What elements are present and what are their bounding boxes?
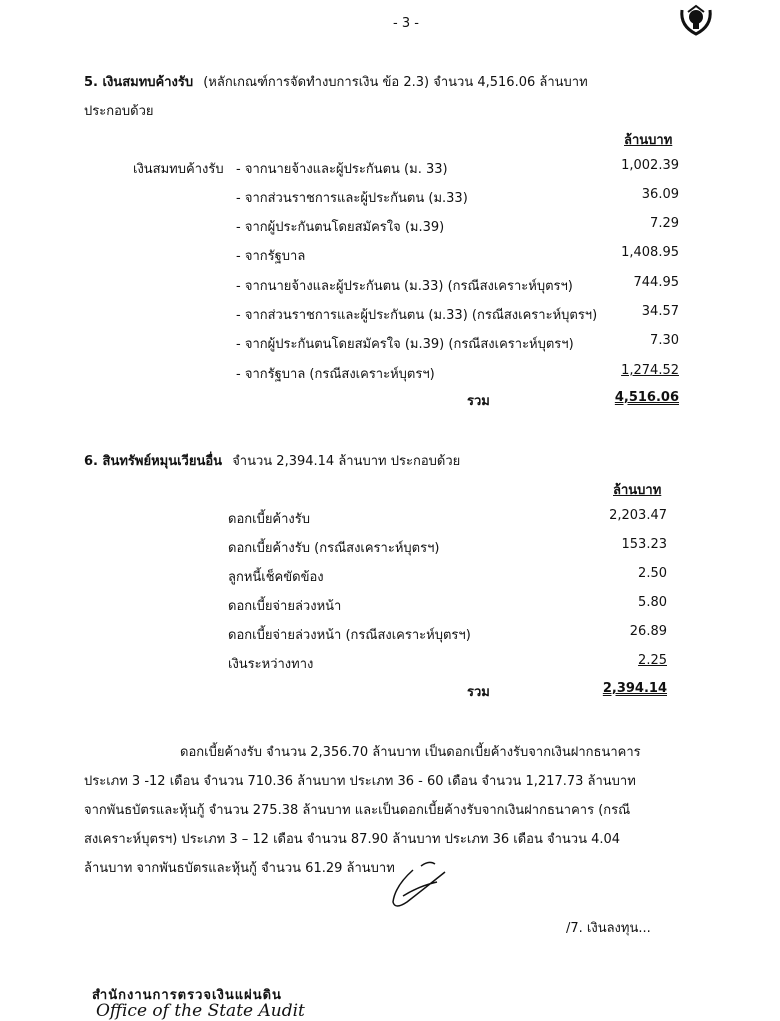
section5-total-label: รวม [467, 394, 490, 409]
footer-thai: สำนักงานการตรวจเงินแผ่นดิน [92, 988, 282, 1003]
garuda-seal-icon [676, 2, 716, 38]
section6-item-value: 26.89 [629, 624, 667, 639]
section5-item-value: 1,274.52 [621, 363, 679, 378]
section6-total-label: รวม [467, 685, 490, 700]
paragraph-line: จากพันธบัตรและหุ้นกู้ จำนวน 275.38 ล้านบาท และเป็นดอกเบี้ยค้างรับจากเงินฝากธนาคาร (กรณี [84, 803, 631, 818]
paragraph-line: ดอกเบี้ยค้างรับ จำนวน 2,356.70 ล้านบาท เป็นดอกเบี้ยค้างรับจากเงินฝากธนาคาร [180, 745, 641, 760]
section5-item-value: 744.95 [633, 275, 679, 290]
section5-item-value: 1,002.39 [621, 158, 679, 173]
section5-lead-label: เงินสมทบค้างรับ [133, 162, 224, 177]
section6-item-value: 2.50 [638, 566, 667, 581]
section5-item-value: 34.57 [641, 304, 679, 319]
section6-heading [84, 450, 460, 471]
signature-mark [385, 856, 455, 914]
section5-item-label: - จากผู้ประกันตนโดยสมัครใจ (ม.39) [236, 220, 445, 235]
section6-item-label: ลูกหนี้เช็คขัดข้อง [228, 570, 324, 585]
continuation-note: /7. เงินลงทุน... [566, 921, 651, 936]
section5-item-value: 7.30 [650, 333, 679, 348]
section6-total-value: 2,394.14 [602, 681, 667, 696]
section5-item-label: - จากรัฐบาล (กรณีสงเคราะห์บุตรฯ) [236, 367, 435, 382]
section5-item-label: - จากนายจ้างและผู้ประกันตน (ม.33) (กรณีสงเคราะห์บุตรฯ) [236, 279, 573, 294]
section5-item-value: 36.09 [641, 187, 679, 202]
section5-heading-rest: (หลักเกณฑ์การจัดทำงบการเงิน ข้อ 2.3) จำนวน 4,516.06 ล้านบาท [203, 75, 588, 90]
section6-heading-bold: 6. สินทรัพย์หมุนเวียนอื่น [84, 454, 223, 469]
section6-item-value: 5.80 [638, 595, 667, 610]
paragraph-line: ล้านบาท จากพันธบัตรและหุ้นกู้ จำนวน 61.29 ล้านบาท [84, 861, 395, 876]
section6-item-label: ดอกเบี้ยจ่ายล่วงหน้า (กรณีสงเคราะห์บุตรฯ) [228, 628, 471, 643]
section6-heading-rest: จำนวน 2,394.14 ล้านบาท ประกอบด้วย [232, 454, 461, 469]
section6-item-label: เงินระหว่างทาง [228, 657, 314, 672]
section6-item-label: ดอกเบี้ยจ่ายล่วงหน้า [228, 599, 342, 614]
section6-item-value: 2,203.47 [609, 508, 667, 523]
section6-item-label: ดอกเบี้ยค้างรับ (กรณีสงเคราะห์บุตรฯ) [228, 541, 440, 556]
section5-item-label: - จากนายจ้างและผู้ประกันตน (ม. 33) [236, 162, 448, 177]
paragraph-line: สงเคราะห์บุตรฯ) ประเภท 3 – 12 เดือน จำนวน 87.90 ล้านบาท ประเภท 36 เดือน จำนวน 4.04 [84, 832, 621, 847]
section6-item-value: 2.25 [638, 653, 667, 668]
section6-item-value: 153.23 [621, 537, 667, 552]
footer-english: Office of the State Audit [96, 1001, 305, 1021]
section5-heading-bold: 5. เงินสมทบค้างรับ [84, 75, 194, 90]
section5-total-value: 4,516.06 [614, 390, 679, 405]
section5-subline: ประกอบด้วย [84, 104, 154, 119]
section5-item-value: 1,408.95 [621, 245, 679, 260]
section5-item-label: - จากส่วนราชการและผู้ประกันตน (ม.33) [236, 191, 468, 206]
paragraph-line: ประเภท 3 -12 เดือน จำนวน 710.36 ล้านบาท ประเภท 36 - 60 เดือน จำนวน 1,217.73 ล้านบาท [84, 774, 636, 789]
section6-unit-header: ล้านบาท [613, 483, 662, 498]
section5-unit-header: ล้านบาท [624, 133, 673, 148]
section5-item-label: - จากรัฐบาล [236, 249, 306, 264]
section5-heading [84, 71, 588, 92]
section6-item-label: ดอกเบี้ยค้างรับ [228, 512, 311, 527]
section5-item-label: - จากผู้ประกันตนโดยสมัครใจ (ม.39) (กรณีสงเคราะห์บุตรฯ) [236, 337, 574, 352]
section5-item-label: - จากส่วนราชการและผู้ประกันตน (ม.33) (กรณีสงเคราะห์บุตรฯ) [236, 308, 598, 323]
page-number: - 3 - [393, 16, 419, 31]
section5-item-value: 7.29 [650, 216, 679, 231]
